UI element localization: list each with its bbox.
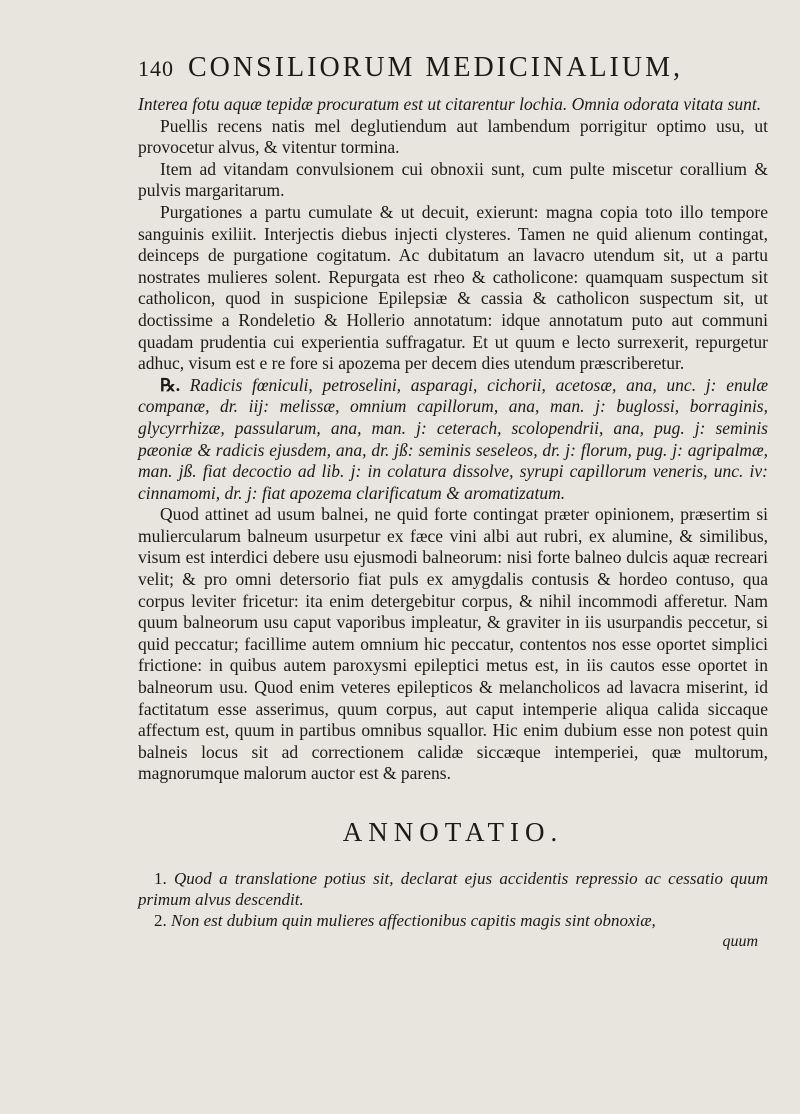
- page-number: 140: [138, 56, 174, 81]
- note-number: 1.: [154, 869, 167, 888]
- paragraph-convulsion: Item ad vitandam convulsionem cui obnoxii sunt, cum pulte miscetur corallium & pulvis margaritarum.: [138, 158, 768, 201]
- page-header: [138, 52, 768, 84]
- note-number: 2.: [154, 911, 167, 930]
- running-title: CONSILIORUM MEDICINALIUM,: [188, 52, 683, 83]
- paragraph-lochia: Interea fotu aquæ tepidæ procuratum est ut citarentur lochia. Omnia odorata vitata sunt.: [138, 94, 762, 114]
- annotation-title: ANNOTATIO.: [342, 817, 564, 847]
- prescription-paragraph: [138, 375, 768, 505]
- annotation-note-2: [138, 910, 768, 931]
- recipe-symbol: ℞.: [160, 374, 181, 395]
- annotation-note-1: [138, 868, 768, 910]
- prescription-text: Radicis fœniculi, petroselini, asparagi, cichorii, acetosæ, ana, unc. j: enulæ companæ, dr. iij: melissæ, omnium capillorum, ana, man. j: buglossi, borraginis, glycyrrhizæ, passularum, ana, man. j: ceterach, scolopendrii, ana, pug. j: seminis pæoniæ & radicis ejusdem, ana, dr. jß: seminis seseleos, dr. j: florum, pug. j: agripalmæ, man. jß. fiat decoctio ad lib. j: in colatura dissolve, syrupi capillorum veneris, unc. iv: cinnamomi, dr. j: fiat apozema clarificatum & aromatizatum.: [138, 374, 768, 503]
- paragraph-bath: Quod attinet ad usum balnei, ne quid forte contingat præter opinionem, præsertim si muliercularum balneum usurpetur ex fæce vini albi aut rubri, ex alumine, & similibus, visum est interdici debere usu ejusmodi balneorum: nisi forte balneo dulcis aquæ recreari velit; & pro omni detersorio fiat puls ex amygdalis contusis & hordeo contuso, qua corpus leviter fricetur: ita enim detergebitur corpus, & nihil incommodi afferetur. Nam quum balneorum usu caput vaporibus impleatur, & graviter in iis usurpandis peccetur, si quid peccatur; facillime autem omnium hic peccatur, contentos nos esse oportet simplici frictione: in quibus autem paroxysmi epileptici metus est, in iis cautos esse oportet in balneorum usu. Quod enim veteres epilepticos & melancholicos ad lavacra miserint, id factitatum esse asserimus, quum corpus, aut caput intemperie aliqua calida siccaque affectum est, quum in partibus omnibus squallor. Hic enim dubium esse non potest quin balneis locus sit ad correctionem calidæ siccæque intemperiei, quæ multorum, magnorumque malorum auctor est & parens.: [138, 504, 768, 784]
- paragraph-newborn: Puellis recens natis mel deglutiendum aut lambendum porrigitur optimo usu, ut provocetur alvus, & vitentur tormina.: [138, 115, 768, 158]
- note-text: Non est dubium quin mulieres affectionibus capitis magis sint obnoxiæ,: [171, 911, 656, 930]
- paragraph-purgation: Purgationes a partu cumulate & ut decuit, exierunt: magna copia toto illo tempore sanguinis exiliit. Interjectis diebus injecti clysteres. Tamen ne quid alienum contingat, deinceps de purgatione cogitatum. Ac dubitatum an lavacro utendum sit, ut a partu nostrates mulieres solent. Repurgata est rheo & catholicone: quamquam suspectum sit catholicon, quod in suspicione Epilepsiæ & cassia & catholicon suspectum sit, ut doctissime a Rondeletio & Hollerio annotatum: idque annotatum puto aut communi quadam prudentia cui experientia suffragatur. Et ut quum e lecto surrexerit, repurgetur adhuc, visum est e re fore si apozema per decem dies utendum præscriberetur.: [138, 201, 768, 374]
- catchword: quum: [722, 933, 758, 950]
- note-text: Quod a translatione potius sit, declarat ejus accidentis repressio ac cessatio quum primum alvus descendit.: [138, 869, 768, 909]
